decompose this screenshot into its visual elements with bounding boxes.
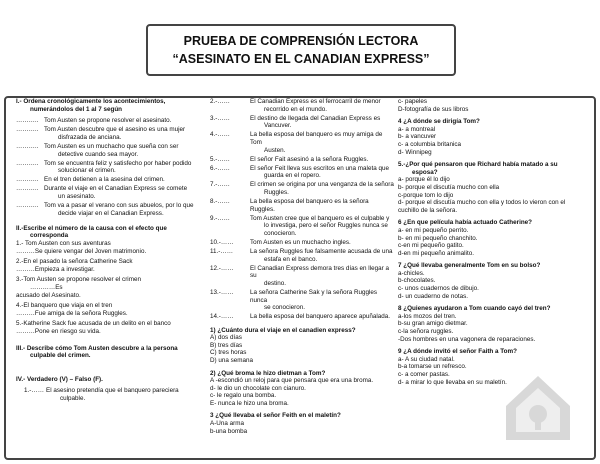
tf-blank[interactable]: 11.-…… (210, 248, 233, 256)
cause-effect-item: 5.-Katherine Sack fue acusada de un delito en el banco ………Pone en riesgo su vida. (16, 320, 171, 335)
question-text: 8 ¿Quienes ayudaron a Tom cuando cayó del tren? (398, 305, 551, 313)
question-text: 2) ¿Qué broma le hizo dietman a Tom? (210, 369, 326, 377)
answer-option[interactable]: B) tres días (210, 341, 243, 349)
tf-item: 3.-…… El destino de llegada del Canadian Express es Vancuver. (210, 114, 381, 130)
answer-option[interactable]: b-su gran amigo dietmar. (398, 320, 468, 328)
page-subtitle: “ASESINATO EN EL CANADIAN EXPRESS” (172, 52, 430, 66)
order-item: ……….. Durante el viaje en el Canadian Express se comete un asesinato. (16, 185, 188, 201)
answer-blank[interactable]: ……….. (16, 142, 39, 150)
question-text: 9 ¿A dónde invitó el señor Faith a Tom? (398, 348, 517, 356)
tf-blank[interactable]: 2.-…… (210, 98, 230, 105)
answer-option[interactable]: d- Winnipeg (398, 148, 432, 156)
answer-option[interactable]: d- a mirar lo que llevaba en su maletín. (398, 378, 507, 386)
order-item: ……….. Tom Austen se propone resolver el asesinato. (16, 117, 172, 125)
tf-item: 6.-…… El señor Feit lleva sus escritos en una maleta que guarda en el ropero. (210, 164, 389, 180)
answer-option[interactable]: c- le regalo una bomba. (210, 392, 277, 400)
tf-item: 9.-…… Tom Austen cree que el banquero es el culpable y lo investiga, pero el señor Ruggles nunca se conocieron. (210, 214, 390, 237)
question-continued (398, 98, 588, 113)
order-item: ……….. En el tren detienen a la asesina del crimen. (16, 176, 165, 184)
answer-option[interactable]: A-Una arma (210, 420, 244, 428)
cause-effect-item: 1.- Tom Austen con sus aventuras ………Se quiere vengar del Joven matrimonio. (16, 240, 147, 255)
question-block (210, 412, 394, 435)
section-2-heading: II.-Escribe el número de la causa con el efecto que corresponda (16, 224, 167, 240)
answer-blank[interactable]: ……….. (16, 159, 39, 167)
tf-item: 5.-…… El señor Fait asesinó a la señora Ruggles. (210, 155, 369, 163)
column-1 (16, 98, 202, 403)
tf-blank[interactable]: 7.-…… (210, 181, 230, 189)
answer-option[interactable]: b- a vancuver (398, 133, 437, 141)
question-block (398, 305, 588, 343)
tf-blank[interactable]: 9.-…… (210, 214, 230, 222)
answer-option[interactable]: c- papeles (398, 98, 428, 105)
answer-option[interactable]: a- A su ciudad natal. (398, 355, 455, 363)
multiple-choice-a (210, 327, 394, 436)
answer-option[interactable]: d-en mi pequeño animalito. (398, 249, 474, 257)
cause-effect-list (16, 240, 202, 336)
answer-option[interactable]: E- nunca le hizo una broma. (210, 399, 289, 407)
answer-option[interactable]: a-los mozos del tren. (398, 312, 457, 320)
answer-option[interactable]: b- porque el discutía mucho con ella (398, 183, 500, 191)
column-2 (210, 98, 394, 440)
answer-option[interactable]: d- porque el discutía mucho con ella y todos lo vieron con el cuchillo de la señora. (398, 199, 566, 214)
question-block (398, 262, 588, 300)
tf-blank[interactable]: 10.-…… (210, 239, 234, 247)
tf-blank[interactable]: 8.-…… (210, 198, 230, 206)
title-box (146, 24, 456, 76)
answer-option[interactable]: a- porque él lo dijo (398, 176, 450, 184)
answer-option[interactable]: c- unos cuadernos de dibujo. (398, 285, 479, 293)
question-text: 5.-¿Por qué pensaron que Richard había matado a su (398, 161, 558, 169)
tf-item: 12.-…… El Canadian Express demora tres días en llegar a su destino. (210, 264, 389, 288)
column-3 (398, 98, 588, 391)
answer-blank[interactable]: ……….. (16, 202, 39, 210)
question-block: 5.-¿Por qué pensaron que Richard había matado a su esposa? a- porque él lo dijo b- porque el discutía mucho con ella c-porque tom lo dijo d- porque el discutía mucho con ella y todos lo vieron con el cuchillo de la señora. (398, 161, 588, 214)
answer-option[interactable]: d- un cuaderno de notas. (398, 292, 469, 300)
answer-option[interactable]: b-una bomba (210, 427, 248, 435)
page-title: PRUEBA DE COMPRENSIÓN LECTORA (183, 34, 419, 48)
cause-effect-item: 3.-Tom Austen se propone resolver el crimen …………Es acusado del Asesinato. (16, 276, 141, 299)
tf-blank[interactable]: 13.-…… (210, 289, 234, 297)
tf-item: 8.-…… La bella esposa del banquero es la señora Ruggles. (210, 198, 369, 213)
tf-blank[interactable]: 4.-…… (210, 131, 230, 139)
tf-item: 1.-…… El asesino pretendía que el banquero pareciera culpable. (24, 387, 179, 402)
tf-item: 4.-…… La bella esposa del banquero es muy amiga de Tom Austen. (210, 131, 383, 154)
answer-blank[interactable]: ……….. (16, 185, 39, 193)
answer-option[interactable]: c-en mi pequeño gatito. (398, 242, 464, 250)
answer-space[interactable] (16, 360, 202, 376)
question-block (210, 370, 394, 408)
tf-blank[interactable]: 6.-…… (210, 164, 230, 172)
tf-blank[interactable]: 5.-…… (210, 155, 230, 163)
section-3-heading: III.- Describe cómo Tom Austen descubre a la persona culpable del crimen. (16, 344, 178, 360)
section-1-heading: I.- Ordena cronológicamente los acontecimientos, numerándolos del 1 al 7 según (16, 98, 166, 113)
answer-option[interactable]: -Dos hombres en una vagonera de reparaciones. (398, 335, 536, 343)
tf-item: 13.-…… La señora Catherine Sak y la señora Ruggles nunca se conocieron. (210, 289, 378, 312)
answer-option[interactable]: a- a montreal (398, 125, 436, 133)
multiple-choice-b (398, 98, 588, 386)
question-text: 1) ¿Cuánto dura el viaje en el canadien express? (210, 326, 356, 334)
tf-item: 11.-…… La señora Ruggles fue falsamente acusada de una estafa en el banco. (210, 248, 393, 263)
answer-option[interactable]: c-la señora ruggles. (398, 328, 454, 336)
answer-option[interactable]: D) una semana (210, 356, 254, 364)
order-item: ……….. Tom Austen descubre que el asesino es una mujer disfrazada de anciana. (16, 126, 186, 141)
order-item: ……….. Tom Austen es un muchacho que sueña con ser detective cuando sea mayor. (16, 142, 179, 158)
answer-option[interactable]: a-chicles. (398, 269, 425, 277)
true-false-list (210, 98, 394, 321)
order-item: ……….. Tom va a pasar el verano con sus abuelos, por lo que decide viajar en el Canadian Express. (16, 202, 194, 217)
order-list (16, 117, 202, 217)
tf-item: 2.-…… El Canadian Express es el ferrocarril de menor recorrido en el mundo. (210, 98, 381, 113)
tf-item: 14.-…… La bella esposa del banquero aparece apuñalada. (210, 313, 391, 321)
answer-option[interactable]: b-a tomarse un refresco. (398, 363, 467, 371)
question-block (210, 327, 394, 365)
question-text: 3 ¿Qué llevaba el señor Feith en el maletín? (210, 412, 341, 420)
answer-option[interactable]: b- en mi pequeño chanchito. (398, 234, 478, 242)
answer-option[interactable]: b-chocolates. (398, 277, 436, 285)
answer-option[interactable]: c- a columbia britanica (398, 140, 461, 148)
tf-item: 10.-…… Tom Austen es un muchacho ingles. (210, 239, 351, 247)
tf-blank[interactable]: 12.-…… (210, 264, 234, 272)
answer-option[interactable]: c- a comer pastas. (398, 371, 450, 378)
question-text: 6 ¿En que película había actuado Catherine? (398, 219, 533, 227)
answer-option[interactable]: A -escondió un reloj para que pensara que era una broma. (210, 377, 374, 385)
question-text: 7 ¿Qué llevaba generalmente Tom en su bolso? (398, 262, 541, 270)
tf-blank[interactable]: 14.-…… (210, 313, 234, 321)
cause-effect-item: 4.-El banquero que viaja en el tren ………Fue amiga de la señora Ruggles. (16, 302, 128, 317)
question-block (398, 118, 588, 156)
tf-item: 7.-…… El crimen se origina por una venganza de la señora Ruggles. (210, 181, 394, 197)
cause-effect-item: 2.-En el pasado la señora Catherine Sack ………Empieza a investigar. (16, 258, 133, 273)
answer-option[interactable]: d- le dio un chocolate con cianuro. (210, 384, 306, 392)
question-block (398, 219, 588, 257)
question-text: 4 ¿A dónde se dirigía Tom? (398, 118, 480, 126)
answer-option[interactable]: c-porque tom lo dijo (398, 191, 454, 199)
answer-blank[interactable]: ……….. (16, 176, 39, 184)
house-watermark-icon (498, 366, 578, 446)
section-4-heading: IV.- Verdadero (V) – Falso (F). (16, 375, 103, 383)
answer-option[interactable]: a- en mi pequeño perrito. (398, 226, 469, 234)
answer-option[interactable]: D-fotografía de sus libros (398, 105, 469, 113)
answer-option[interactable]: C) tres horas (210, 349, 247, 357)
answer-option[interactable]: A) dos días (210, 334, 242, 342)
answer-blank[interactable]: ……….. (16, 126, 39, 134)
order-item: ……….. Tom se encuentra feliz y satisfecho por haber podido solucionar el crimen. (16, 159, 192, 175)
tf-blank[interactable]: 3.-…… (210, 114, 230, 122)
answer-blank[interactable]: ……….. (16, 117, 39, 125)
